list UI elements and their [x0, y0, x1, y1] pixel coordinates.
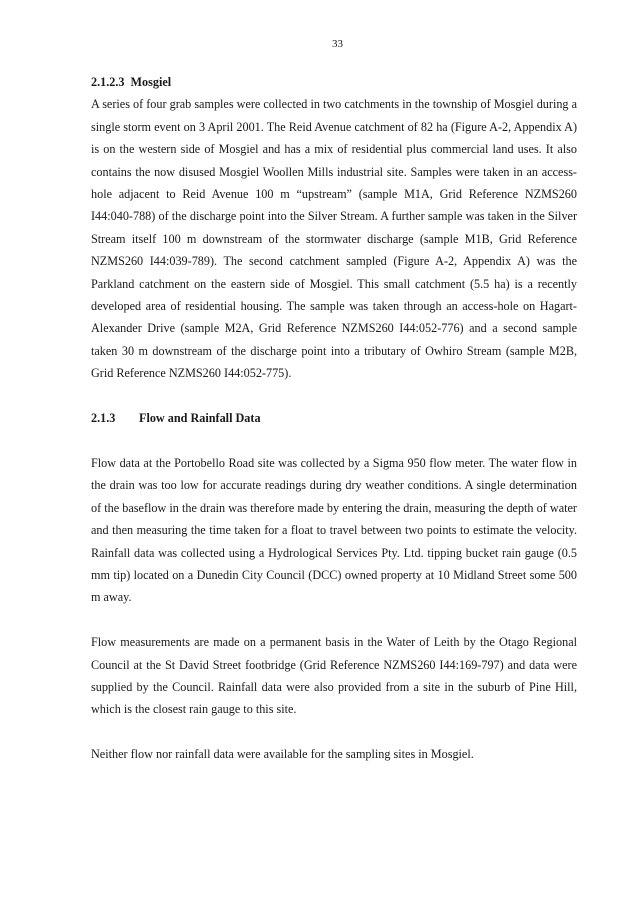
section-heading-flow-rainfall [91, 407, 577, 429]
section-heading-mosgiel [91, 71, 577, 93]
paragraph-mosgiel: A series of four grab samples were collected in two catchments in the township of Mosgiel during a single storm event on 3 April 2001. The Reid Avenue catchment of 82 ha (Figure A-2, Appendix A) is on the western side of Mosgiel and has a mix of residential plus commercial land uses. It also contains the now disused Mosgiel Woollen Mills industrial site. Samples were taken in an access-hole adjacent to Reid Avenue 100 m “upstream” (sample M1A, Grid Reference NZMS260 I44:040-788) of the discharge point into the Silver Stream. A further sample was taken in the Silver Stream itself 100 m downstream of the stormwater discharge (sample M1B, Grid Reference NZMS260 I44:039-789). The second catchment sampled (Figure A-2, Appendix A) was the Parkland catchment on the eastern side of Mosgiel. This small catchment (5.5 ha) is a recently developed area of residential housing. The sample was taken through an access-hole on Hagart-Alexander Drive (sample M2A, Grid Reference NZMS260 I44:052-776) and a second sample taken 30 m downstream of the discharge point into a tributary of Owhiro Stream (sample M2B, Grid Reference NZMS260 I44:052-775). [91, 97, 577, 381]
section-number: 2.1.2.3 [91, 75, 125, 89]
spacer [91, 609, 577, 631]
section-number: 2.1.3 [91, 411, 116, 426]
spacer [91, 385, 577, 407]
section-title: Mosgiel [130, 75, 172, 89]
section-title: Flow and Rainfall Data [139, 411, 261, 426]
paragraph-mosgiel-note: Neither flow nor rainfall data were available for the sampling sites in Mosgiel. [91, 747, 474, 762]
page-content [91, 71, 577, 766]
paragraph-flow-data: Flow data at the Portobello Road site was collected by a Sigma 950 flow meter. The water flow in the drain was too low for accurate readings during dry weather conditions. A single determination of the baseflow in the drain was therefore made by entering the drain, measuring the depth of water and then measuring the time taken for a float to travel between two points to estimate the velocity. Rainfall data was collected using a Hydrological Services Pty. Ltd. tipping bucket rain gauge (0.5 mm tip) located on a Dunedin City Council (DCC) owned property at 10 Midland Street some 500 m away. [91, 455, 577, 605]
page-number: 33 [332, 38, 343, 50]
spacer [91, 429, 577, 451]
spacer [91, 721, 577, 743]
paragraph-flow-measurements: Flow measurements are made on a permanent basis in the Water of Leith by the Otago Regional Council at the St David Street footbridge (Grid Reference NZMS260 I44:169-797) and data were supplied by the Council. Rainfall data were also provided from a site in the suburb of Pine Hill, which is the closest rain gauge to this site. [91, 635, 577, 717]
